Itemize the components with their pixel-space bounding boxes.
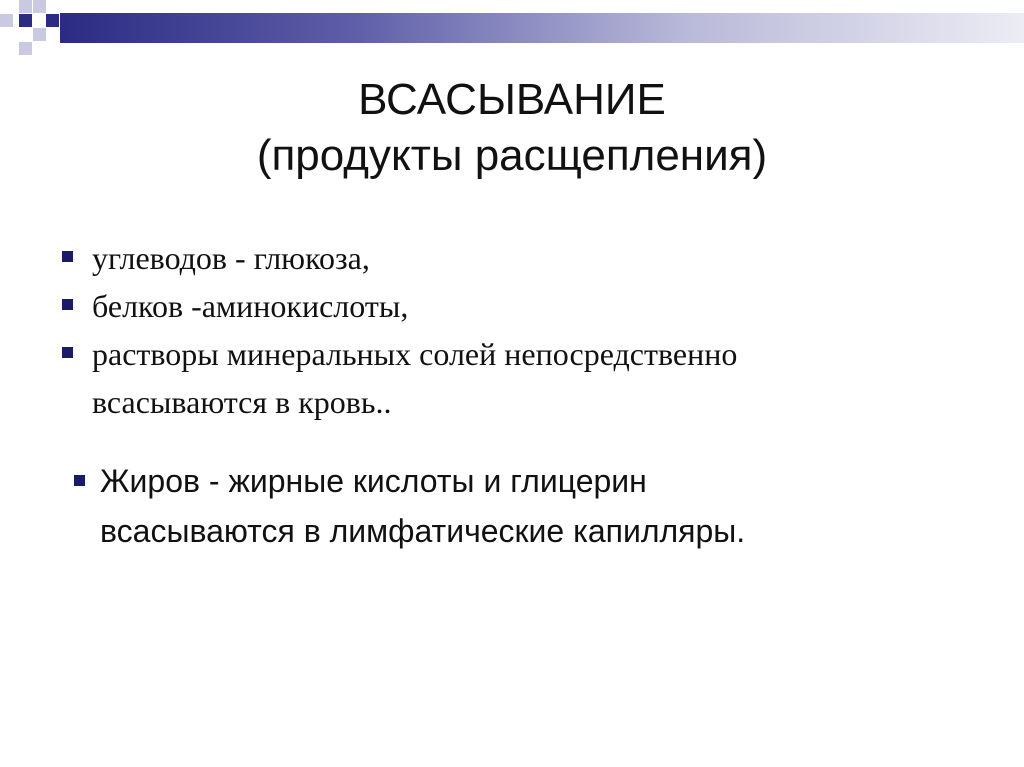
decor-square <box>19 0 32 13</box>
square-bullet-icon <box>62 251 73 262</box>
decor-square <box>19 42 32 55</box>
decor-square <box>19 14 32 27</box>
decor-square <box>33 28 46 41</box>
list-item <box>62 330 1002 378</box>
decor-square <box>33 0 46 13</box>
square-bullet-icon <box>74 475 85 486</box>
list-item-text: всасываются в кровь.. <box>92 384 392 420</box>
list-item-text: Жиров - жирные кислоты и глицерин <box>100 463 647 499</box>
title-line-2: (продукты расщепления) <box>256 131 768 180</box>
fat-bullet-list <box>74 456 1014 556</box>
decor-square <box>46 14 59 27</box>
list-item-text: углеводов - глюкоза, <box>92 240 370 276</box>
list-item-continuation <box>62 378 1002 426</box>
list-item-text: белков -аминокислоты, <box>92 288 409 324</box>
list-item-continuation <box>74 506 1014 556</box>
list-item-text: растворы минеральных солей непосредственно <box>92 336 738 372</box>
square-bullet-icon <box>62 299 73 310</box>
list-item <box>62 282 1002 330</box>
decor-square <box>0 14 13 27</box>
list-item <box>74 456 1014 506</box>
slide-title <box>0 72 1024 184</box>
bullet-list <box>62 234 1002 426</box>
header-gradient-bar <box>60 13 1024 43</box>
list-item-text: всасываются в лимфатические капилляры. <box>100 513 746 549</box>
list-item <box>62 234 1002 282</box>
title-line-1: ВСАСЫВАНИЕ <box>358 75 666 124</box>
square-bullet-icon <box>62 347 73 358</box>
